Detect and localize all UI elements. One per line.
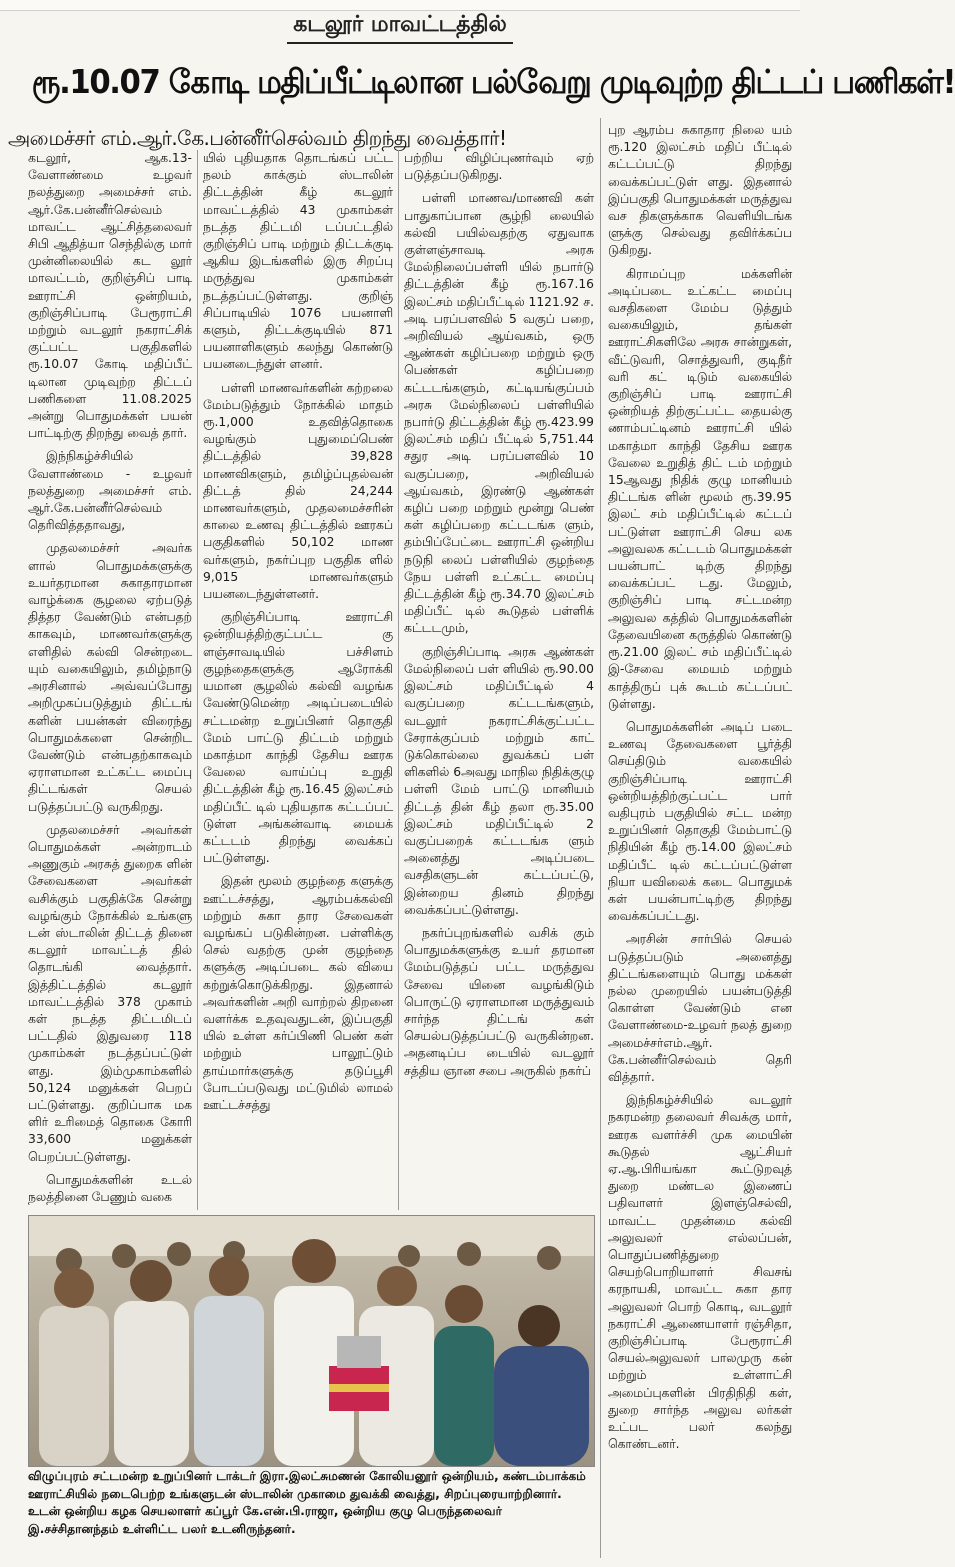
- paragraph: பற்றிய விழிப்புணர்வும் ஏற் படுத்தப்படுகிறது.: [404, 151, 594, 183]
- paragraph: முதலமைச்சர் அவர்க ளால் பொதுமக்களுக்கு உயர்தரமான சுகாதாரமான வாழ்க்கை சூழலை ஏற்படுத் தித்தர வேண்டும் என்பதற் காகவும், மாணவர்களுக்கு எளிதில் கல்வி சென்றடை யும் வகையிலும், தமிழ்நாடு அரசினால் அவ்வப்போது அறிமுகப்படுத்தும் திட்டங் களின் பயன்கள் விரைந்து பொதுமக்களை சென்றிட வேண்டும் என்பதற்காகவும் ஏராளமான உட்கட்ட மைப்பு திட்டங்கள் செயல் படுத்தப்பட்டு வருகிறது.: [28, 541, 192, 814]
- column-divider: [197, 150, 198, 1210]
- paragraph: இதன் மூலம் குழந்தை களுக்கு ஊட்டச்சத்து, ஆரம்பக்கல்வி மற்றும் சுகா தார சேவைகள் வழங்கப் படுகின்றன. பள்ளிக்கு செல் வதற்கு முன் குழந்தை களுக்கு அடிப்படை கல் வியை கற்றுக்கொடுக்கிறது. இதனால் அவர்களின் அறி வாற்றல் திறனை வளர்க்க உதவுவதுடன், இப்பகுதி யில் உள்ள கர்ப்பிணி பெண் கள் மற்றும் பாலூட்டும் தாய்மார்களுக்கு தடுப்பூசி போடப்படுவது மட்டுமில் லாமல் ஊட்டச்சத்து: [203, 874, 393, 1112]
- caption-line: விழுப்புரம் சட்டமன்ற உறுப்பினர் டாக்டர் இரா.இலட்சுமணன் கோலியனூர் ஒன்றியம், கண்டம்பாக்கம்: [28, 1469, 586, 1483]
- paragraph: இந்நிகழ்ச்சியில் வடலூர் நகரமன்ற தலைவர் சிவக்கு மார், ஊரக வளர்ச்சி முக மையின் கூடுதல் ஆட்சியர் ஏ.ஆ.பிரியங்கா கூட்டுறவுத் துறை மண்டல இணைப் பதிவாளர் இளஞ்செல்வி, மாவட்ட முதன்மை கல்வி அலுவலர் எல்லப்பன், பொதுப்பணித்துறை செயற்பொறியாளர் சிவசங் கரநாயகி, மாவட்ட சுகா தார அலுவலர் பொற் கொடி, வடலூர் நகராட்சி ஆணையாளர் ரஞ்சிதா, குறிஞ்சிப்பாடி பேரூராட்சி செயல்அலுவலர் பாலமுரு கன் மற்றும் உள்ளாட்சி அமைப்புகளின் பிரதிநிதி கள், துறை சார்ந்த அலுவ லர்கள் உட்பட பலர் கலந்து கொண்டனர்.: [608, 1093, 792, 1452]
- caption-line: உடன் ஒன்றிய கழக செயலாளர் கப்பூர் கே.என்.பி.ராஜா, ஒன்றிய குழு பெருந்தலைவர்: [28, 1504, 502, 1518]
- kicker-text: கடலூர் மாவட்டத்தில்: [287, 12, 513, 44]
- paragraph: நகர்ப்புறங்களில் வசிக் கும் பொதுமக்களுக்கு உயர் தரமான மேம்படுத்தப் பட்ட மருத்துவ சேவை யினை வழங்கிடும் பொருட்டு ஏராளமான மருத்துவம் சார்ந்த திட்டங் கள் செயல்படுத்தப்பட்டு வருகின்றன. அதனடிப்ப டையில் வடலூர் சத்திய ஞான சபை அருகில் நகர்ப்: [404, 925, 594, 1078]
- paragraph: குறிஞ்சிப்பாடி ஊராட்சி ஒன்றியத்திற்குட்பட்ட கு ளஞ்சாவடியில் பச்சிளம் குழந்தைகளுக்கு ஆரோக்கி யமான சூழலில் கல்வி வழங்க வேண்டுமென்ற அடிப்படையில் சட்டமன்ற உறுப்பினர் தொகுதி மேம் பாட்டு திட்டம் மற்றும் மகாத்மா காந்தி தேசிய ஊரக வேலை வாய்ப்பு உறுதி திட்டத்தின் கீழ் ரூ.16.45 இலட்சம் மதிப்பீட் டில் புதியதாக கட்டப்பட் டுள்ள அங்கன்வாடி மையக் கட்டடம் திறந்து வைக்கப் பட்டுள்ளது.: [203, 610, 393, 866]
- paragraph: முதலமைச்சர் அவர்கள் பொதுமக்கள் அன்றாடம் அணுகும் அரசுத் துறைக ளின் சேவைகளை அவர்கள் வசிக்கும் பகுதிக்கே சென்று வழங்கும் நோக்கில் உங்களு டன் ஸ்டாலின் திட்டத் தினை கடலூர் மாவட்டத் தில் தொடங்கி வைத்தார். இத்திட்டத்தில் கடலூர் மாவட்டத்தில் 378 முகாம் கள் நடத்த திட்டமிடப் பட்டதில் இதுவரை 118 முகாம்கள் நடத்தப்பட்டுள் ளது. இம்முகாம்களில் 50,124 மனுக்கள் பெறப் பட்டுள்ளது. குறிப்பாக மக ளிர் உரிமைத் தொகை கோரி 33,600 மனுக்கள் பெறப்பட்டுள்ளது.: [28, 822, 192, 1164]
- caption-line: ஊராட்சியில் நடைபெற்ற உங்களுடன் ஸ்டாலின் முகாமை துவக்கி வைத்து, சிறப்புரையாற்றினார்.: [28, 1486, 562, 1501]
- article-column-1: [28, 150, 192, 1210]
- caption-line: இ.சச்சிதானந்தம் உள்ளிட்ட பலர் உடனிருந்தனர்.: [28, 1521, 296, 1536]
- top-strip: [0, 0, 800, 11]
- paragraph: புற ஆரம்ப சுகாதார நிலை யம் ரூ.120 இலட்சம் மதிப் பீட்டில் கட்டப்பட்டு திறந்து வைக்கப்பட்டுள் ளது. இதனால் இப்பகுதி பொதுமக்கள் மருத்துவ வச திகளுக்காக வெளியிடங்க ளுக்கு செல்வது தவிர்க்கப்ப டுகிறது.: [608, 123, 792, 258]
- paragraph: கிராமப்புற மக்களின் அடிப்படை உட்கட்ட மைப்பு வசதிகளை மேம்ப டுத்தும் வகையிலும், தங்கள் ஊராட்சிகளிலே அரசு சான்றுகள், வீட்டுவரி, சொத்துவரி, குடிநீர் வரி கட் டிடும் வகையில் குறிஞ்சிப் பாடி ஊராட்சி ஒன்றியத் திற்குட்பட்ட தையல்கு ணாம்பட்டினம் ஊராட்சி யில் மகாத்மா காந்தி தேசிய ஊரக வேலை உறுதித் திட் டம் மற்றும் 15ஆவது நிதிக் குழு மானியம் திட்டங்க ளின் மூலம் ரூ.39.95 இலட் சம் மதிப்பீட்டில் கட்டப் பட்டுள்ள ஊராட்சி செய லக அலுவலக கட்டடம் பொதுமக்கள் பயன்பாட் டிற்கு திறந்து வைக்கப்பட் டது. மேலும், குறிஞ்சிப் பாடி சட்டமன்ற அலுவல கத்தில் பொதுமக்களின் தேவையினை கருத்தில் கொண்டு ரூ.21.00 இலட் சம் மதிப்பீட்டில் இ-சேவை மையம் மற்றும் காத்திருப் புக் கூடம் கட்டப்பட் டுள்ளது.: [608, 266, 792, 711]
- paragraph: யில் புதியதாக தொடங்கப் பட்ட நலம் காக்கும் ஸ்டாலின் திட்டத்தின் கீழ் கடலூர் மாவட்டத்தில் 43 முகாம்கள் நடத்த திட்டமி டப்பட்டதில் குறிஞ்சிப் பாடி மற்றும் திட்டக்குடி ஆகிய இடங்களில் இரு சிறப்பு மருத்துவ முகாம்கள் நடத்தப்பட்டுள்ளது. குறிஞ் சிப்பாடியில் 1076 பயனாளி களும், திட்டக்குடியில் 871 பயனாளிகளும் கலந்து கொண்டு பயனடைந்துள் ளனர்.: [203, 151, 393, 372]
- paragraph: பொதுமக்களின் அடிப் படை உணவு தேவைகளை பூர்த்தி செய்திடும் வகையில் குறிஞ்சிப்பாடி ஊராட்சி ஒன்றியத்திற்குட்பட்ட பார் வதிபுரம் பகுதியில் சட்ட மன்ற உறுப்பினர் தொகுதி மேம்பாட்டு நிதியின் கீழ் ரூ.14.00 இலட்சம் மதிப்பீட் டில் கட்டப்பட்டுள்ள நியா யவிலைக் கடை பொதுமக் கள் பயன்பாட்டிற்கு திறந்து வைக்கப்பட்டது.: [608, 719, 792, 924]
- headline: ரூ.10.07 கோடி மதிப்பீட்டிலான பல்வேறு முடிவுற்ற திட்டப் பணிகள்!: [31, 62, 955, 101]
- article-column-2: [203, 150, 393, 1210]
- paragraph: அரசின் சார்பில் செயல் படுத்தப்படும் அனைத்து திட்டங்களையும் பொது மக்கள் நல்ல முறையில் பயன்படுத்தி கொள்ள வேண்டும் என வேளாண்மை-உழவர் நலத் துறை அமைச்சர்எம்.ஆர். கே.பன்னீர்செல்வம் தெரி வித்தார்.: [608, 932, 792, 1084]
- paragraph: பள்ளி மாணவர்களின் கற்றலை மேம்படுத்தும் நோக்கில் மாதம் ரூ.1,000 உதவித்தொகை வழங்கும் புதுமைப்பெண் திட்டத்தில் 39,828 மாணவிகளும், தமிழ்ப்புதல்வன் திட்டத் தில் 24,244 மாணவர்களும், முதலமைச்சரின் காலை உணவு திட்டத்தில் ஊரகப் பகுதிகளில் 50,102 மாண வர்களும், நகர்ப்புற பகுதிக ளில் 9,015 மாணவர்களும் பயனடைந்துள்ளனர்.: [203, 380, 393, 602]
- column-divider: [600, 118, 601, 1558]
- photo-caption: [28, 1468, 593, 1538]
- previous-article-fragment: [40, 0, 43, 7]
- column-divider: [398, 150, 399, 1210]
- article-column-3: [404, 150, 594, 1210]
- subhead: அமைச்சர் எம்.ஆர்.கே.பன்னீர்செல்வம் திறந்து வைத்தார்!: [8, 126, 507, 150]
- paragraph: இந்நிகழ்ச்சியில் வேளாண்மை - உழவர் நலத்துறை அமைச்சர் எம். ஆர்.கே.பன்னீர்செல்வம் தெரிவித்ததாவது,: [28, 449, 192, 533]
- paragraph: பள்ளி மாணவ/மாணவி கள் பாதுகாப்பான சூழ்நி லையில் கல்வி பயில்வதற்கு ஏதுவாக குள்ளஞ்சாவடி அரசு மேல்நிலைப்பள்ளி யில் நபார்டு திட்டத்தின் கீழ் ரூ.167.16 இலட்சம் மதிப்பீட்டில் 1121.92 ச. அடி பரப்பளவில் 5 வகுப் பறை, அறிவியல் ஆய்வகம், ஒரு ஆண்கள் கழிப்பறை மற்றும் ஒரு பெண்கள் கழிப்பறை கட்டடங்களும், கட்டியங்குப்பம் அரசு மேல்நிலைப் பள்ளியில் நபார்டு திட்டத்தின் கீழ் ரூ.423.99 இலட்சம் மதிப் பீட்டில் 5,751.44 சதுர அடி பரப்பளவில் 10 வகுப்பறை, அறிவியல் ஆய்வகம், இரண்டு ஆண்கள் கழிப் பறை மற்றும் மூன்று பெண் கள் கழிப்பறை கட்டடங்க ளும், தம்பிப்பேட்டை ஊராட்சி ஒன்றிய நடுநி லைப் பள்ளியில் குழந்தை நேய பள்ளி உட்கட்ட மைப்பு திட்டத்தின் கீழ் ரூ.34.70 இலட்சம் மதிப்பீட் டில் கூடுதல் பள்ளிக் கட்டடமும்,: [404, 191, 595, 636]
- article-column-4: [608, 122, 792, 1562]
- paragraph: குறிஞ்சிப்பாடி அரசு ஆண்கள் மேல்நிலைப் பள் ளியில் ரூ.90.00 இலட்சம் மதிப்பீட்டில் 4 வகுப்பறை கட்டடங்களும், வடலூர் நகராட்சிக்குட்பட்ட சேராக்குப்பம் மற்றும் காட் டுக்கொல்லை துவக்கப் பள் ளிகளில் 6அவது மாநில நிதிக்குழு பள்ளி மேம் பாட்டு மானியம் திட்டத் தின் கீழ் தலா ரூ.35.00 இலட்சம் மதிப்பீட்டில் 2 வகுப்பறைக் கட்டடங்க ளும் அனைத்து அடிப்படை வசதிகளுடன் கட்டப்பட்டு, இன்றைய தினம் திறந்து வைக்கப்பட்டுள்ளது.: [404, 644, 594, 917]
- paragraph: கடலூர், ஆக.13- வேளாண்மை உழவர் நலத்துறை அமைச்சர் எம். ஆர்.கே.பன்னீர்செல்வம் மாவட்ட ஆட்சித்தலைவர் சிபி ஆதித்யா செந்தில்கு மார் முன்னிலையில் கட லூர் மாவட்டம், குறிஞ்சிப் பாடி ஊராட்சி ஒன்றியம், குறிஞ்சிப்பாடி பேரூராட்சி மற்றும் வடலூர் நகராட்சிக் குட்பட்ட பகுதிகளில் ரூ.10.07 கோடி மதிப்பீட் டிலான முடிவுற்ற திட்டப் பணிகளை 11.08.2025 அன்று பொதுமக்கள் பயன் பாட்டிற்கு திறந்து வைத் தார்.: [28, 151, 192, 441]
- event-photo: [28, 1215, 595, 1467]
- paragraph: பொதுமக்களின் உடல் நலத்தினை பேணும் வகை: [28, 1172, 192, 1204]
- kicker: [0, 12, 800, 44]
